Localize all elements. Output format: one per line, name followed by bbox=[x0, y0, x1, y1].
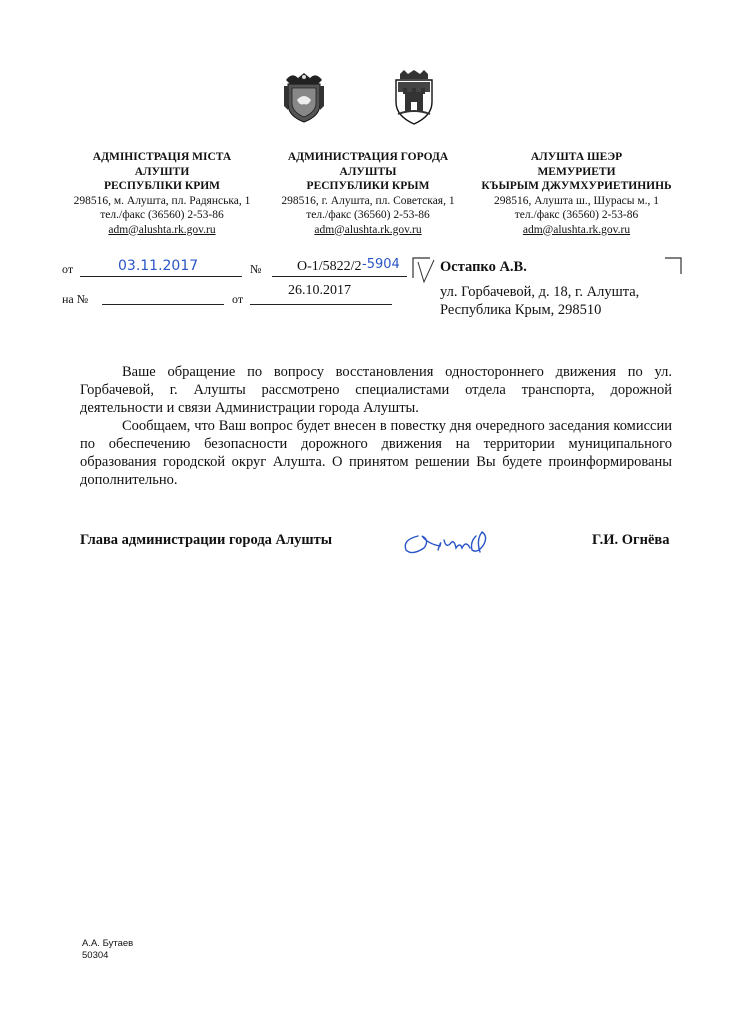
body-paragraph: Сообщаем, что Ваш вопрос будет внесен в повестку дня очередного заседания комиссии по обеспечению безопасности дорожного движения на территории муниципального образования городской округ Алушта. О принятом решении Вы будете проинформированы дополнительно. bbox=[80, 418, 672, 488]
recipient-address-line: Республика Крым, 298510 bbox=[440, 302, 602, 318]
org-name-line: МЕМУРИЕТИ bbox=[537, 165, 616, 178]
number-handwritten-suffix: -5904 bbox=[362, 257, 400, 272]
header-column-ukrainian bbox=[62, 150, 262, 237]
org-address: 298516, г. Алушта, пл. Советская, 1 bbox=[281, 194, 455, 207]
org-address: 298516, м. Алушта, пл. Радянська, 1 bbox=[73, 194, 251, 207]
org-name-line: РЕСПУБЛІКИ КРИМ bbox=[103, 180, 221, 192]
date-value: 03.11.2017 bbox=[118, 258, 199, 274]
org-email-link[interactable]: adm@alushta.rk.gov.ru bbox=[522, 223, 631, 236]
org-phone: тел./факс (36560) 2-53-86 bbox=[100, 209, 224, 221]
signatory-name: Г.И. Огнёва bbox=[592, 532, 670, 548]
number-label: № bbox=[250, 262, 262, 276]
address-corner-mark-right bbox=[664, 256, 684, 276]
reply-number-underline bbox=[102, 304, 224, 305]
reply-date-underline bbox=[250, 304, 392, 305]
handwritten-signature bbox=[398, 526, 510, 560]
number-value: О-1/5822/2 bbox=[297, 259, 362, 274]
body-paragraph: Ваше обращение по вопросу восстановления одностороннего движения по ул. Горбачевой, г. Алушты рассмотрено специалистами отдела транспорта, дорожной деятельности и связи Администрации города Алушты. bbox=[80, 364, 672, 416]
org-name-line: АДМІНІСТРАЦІЯ МІСТА bbox=[92, 151, 232, 163]
executor-name: А.А. Бутаев bbox=[82, 938, 134, 949]
org-address: 298516, Алушта ш., Шурасы м., 1 bbox=[493, 194, 660, 207]
date-label: от bbox=[62, 262, 74, 276]
crimea-coat-of-arms-icon bbox=[282, 70, 326, 124]
org-phone: тел./факс (36560) 2-53-86 bbox=[306, 209, 430, 221]
executor-phone: 50304 bbox=[82, 950, 109, 961]
signatory-position: Глава администрации города Алушты bbox=[80, 532, 333, 548]
number-underline bbox=[272, 276, 407, 277]
letter-body bbox=[80, 363, 672, 489]
org-name-line: АЛУШТЫ bbox=[339, 165, 397, 178]
org-name-line: КЪЫРЫМ ДЖУМХУРИЕТИНИНЬ bbox=[481, 180, 672, 192]
executor-info bbox=[82, 938, 133, 962]
recipient-name: Остапко А.В. bbox=[440, 259, 527, 275]
org-name-line: АЛУШТА ШЕЭР bbox=[530, 151, 623, 163]
org-phone: тел./факс (36560) 2-53-86 bbox=[514, 209, 639, 221]
reply-date-value: 26.10.2017 bbox=[288, 283, 351, 298]
org-email-link[interactable]: adm@alushta.rk.gov.ru bbox=[314, 223, 422, 236]
recipient-address-line: ул. Горбачевой, д. 18, г. Алушта, bbox=[440, 284, 640, 300]
reply-date-label: от bbox=[232, 292, 244, 306]
org-name-line: АДМИНИСТРАЦИЯ ГОРОДА bbox=[287, 151, 449, 163]
reply-number-label: на № bbox=[62, 292, 89, 306]
date-underline bbox=[80, 276, 242, 277]
org-name-line: РЕСПУБЛИКИ КРЫМ bbox=[306, 180, 430, 192]
alushta-coat-of-arms-icon bbox=[392, 70, 436, 126]
recipient-block bbox=[440, 258, 639, 319]
header-column-crimean-tatar bbox=[474, 150, 679, 237]
org-email-link[interactable]: adm@alushta.rk.gov.ru bbox=[108, 223, 216, 236]
org-name-line: АЛУШТИ bbox=[134, 165, 190, 178]
header-column-russian bbox=[268, 150, 468, 237]
